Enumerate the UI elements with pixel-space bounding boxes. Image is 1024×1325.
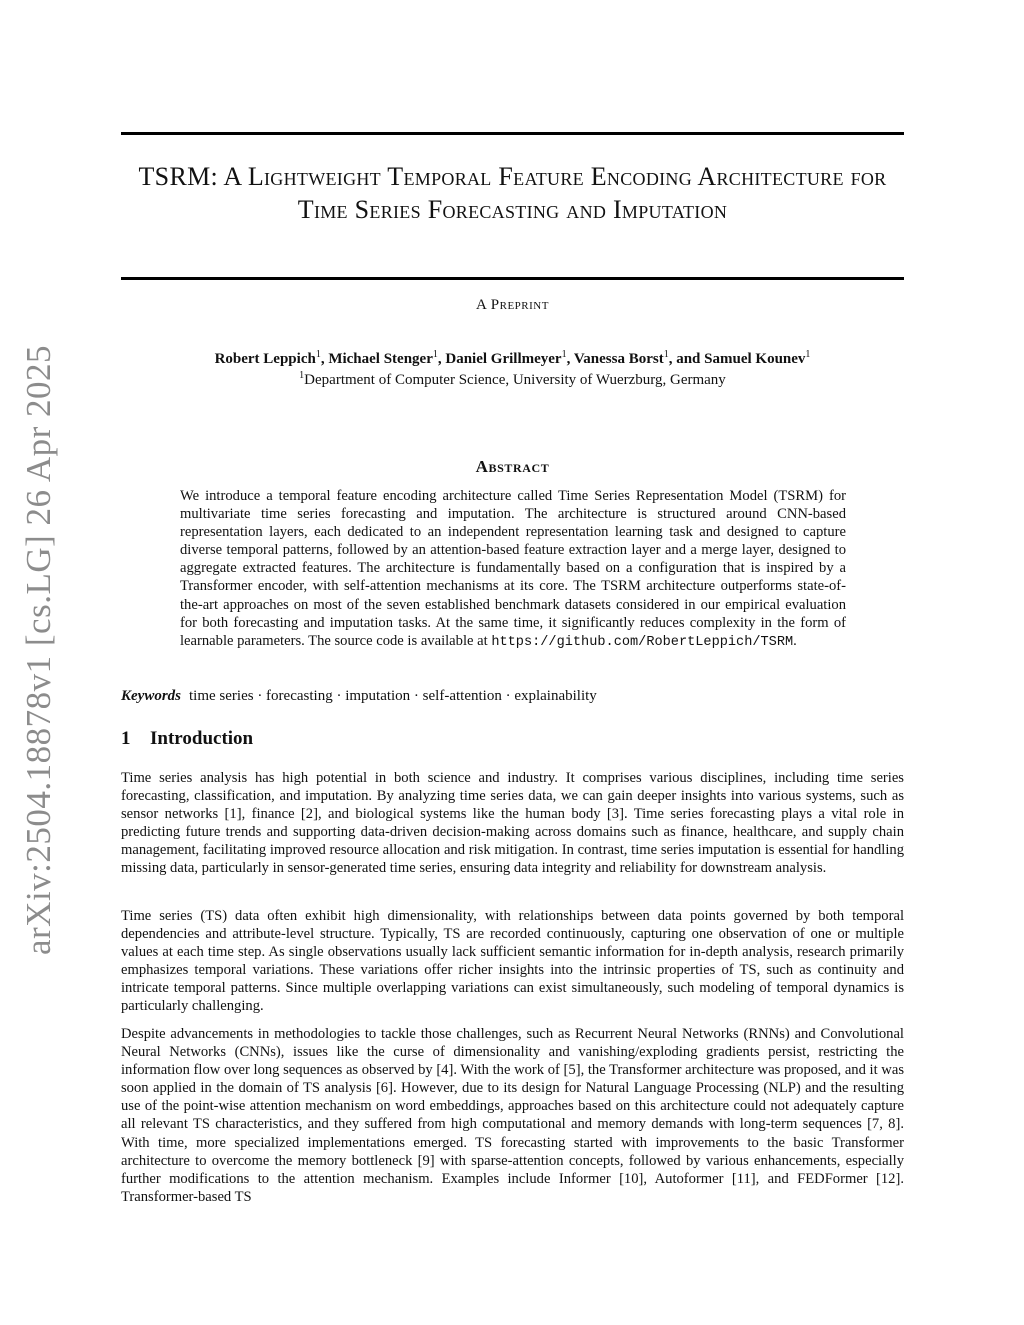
keywords-text: time series · forecasting · imputation · self-attention · explainability [189, 688, 597, 704]
author-affiliation-marker: 1 [663, 349, 669, 360]
affiliation-text: Department of Computer Science, University of Wuerzburg, Germany [304, 372, 726, 388]
author-name: Daniel Grillmeyer [445, 351, 562, 367]
author-name: Vanessa Borst [573, 351, 664, 367]
title-top-rule [121, 132, 904, 135]
body-paragraph: Time series (TS) data often exhibit high dimensionality, with relationships between data points governed by both temporal dependencies and attribute-level structure. Typically, TS are recorded continuously, capturing one observation of one or multiple values at each time step. As single observations usually lack sufficient semantic information for in-depth analysis, research primarily emphasizes temporal variations. These variations offer richer insights into the intrinsic properties of TS, such as continuity and intricate temporal patterns. Since multiple overlapping variations can exist simultaneously, such modeling of temporal dynamics is particularly challenging. [121, 908, 904, 1015]
author-name: Robert Leppich [214, 351, 316, 367]
body-paragraph: Despite advancements in methodologies to tackle those challenges, such as Recurrent Neural Networks (RNNs) and Convolutional Neural Networks (CNNs), issues like the curse of dimensionality and vanishing/exploding gradients persist, restricting the information flow over long sequences as observed by [4]. With the work of [5], the Transformer architecture was proposed, and it was soon applied in the domain of TS analysis [6]. However, due to its design for Natural Language Processing (NLP) and the resulting use of the point-wise attention mechanism on word embeddings, approaches based on this architecture could not adequately capture all relevant TS characteristics, and they suffered from high computational and memory demands with long-term sequences [7, 8]. With time, more specialized implementations emerged. TS forecasting started with improvements to the basic Transformer architecture to overcome the memory bottleneck [9] with sparse-attention concepts, followed by various enhancements, especially further modifications to the attention mechanism. Examples include Informer [10], Autoformer [11], and FEDFormer [12]. Transformer-based TS [121, 1026, 904, 1205]
author-separator: , [320, 351, 329, 367]
section-title: Introduction [150, 728, 254, 749]
keywords-label: Keywords [121, 688, 181, 704]
arxiv-identifier-stamp [8, 344, 70, 956]
abstract-body [180, 487, 846, 652]
abstract-end: . [793, 632, 797, 649]
source-code-link[interactable]: https://github.com/RobertLeppich/TSRM [491, 634, 794, 650]
author-affiliation-marker: 1 [561, 349, 567, 360]
author-separator: , [437, 351, 446, 367]
body-paragraph: Time series analysis has high potential in both science and industry. It comprises various disciplines, including time series forecasting, classification, and imputation. By analyzing time series data, we can gain deeper insights into various systems, such as sensor networks [1], finance [2], and biological systems like the human body [3]. Time series forecasting plays a vital role in predicting future trends and supporting data-driven decision-making across domains such as finance, healthcare, and supply chain management, facilitating improved resource allocation and risk mitigation. In contrast, time series imputation is essential for handling missing data, particularly in sensor-generated time series, ensuring data integrity and reliability for downstream analysis. [121, 770, 904, 877]
author-separator: , [566, 351, 574, 367]
affiliation [121, 366, 904, 390]
section-number: 1 [121, 728, 131, 749]
section-heading-introduction [121, 728, 253, 750]
affiliation-marker: 1 [299, 370, 305, 381]
author-affiliation-marker: 1 [805, 349, 811, 360]
paper-title: TSRM: A Lightweight Temporal Feature Encoding Architecture for Time Series Forecasting and Imputation [138, 162, 887, 224]
author-name: Michael Stenger [328, 351, 433, 367]
keywords [121, 686, 904, 706]
abstract-heading: Abstract [475, 457, 550, 476]
title-bottom-rule [121, 277, 904, 280]
author-name: Samuel Kounev [704, 351, 806, 367]
author-separator: , and [668, 351, 705, 367]
preprint-label: A Preprint [476, 297, 549, 313]
author-affiliation-marker: 1 [315, 349, 321, 360]
arxiv-identifier-text: arXiv:2504.18878v1 [cs.LG] 26 Apr 2025 [19, 344, 59, 956]
author-affiliation-marker: 1 [432, 349, 438, 360]
abstract-text: We introduce a temporal feature encoding architecture called Time Series Representation Model (TSRM) for multivariate time series forecasting and imputation. The architecture is structured around CNN-based representation layers, each dedicated to an independent representation learning task and designed to capture diverse temporal patterns, followed by an attention-based feature extraction layer and a merge layer, designed to aggregate extracted features. The architecture is fundamentally based on a configuration that is inspired by a Transformer encoder, with self-attention mechanisms at its core. The TSRM architecture outperforms state-of-the-art approaches on most of the seven established benchmark datasets considered in our empirical evaluation for both forecasting and imputation tasks. At the same time, it significantly reduces complexity in the form of learnable parameters. The source code is available at [180, 488, 846, 649]
